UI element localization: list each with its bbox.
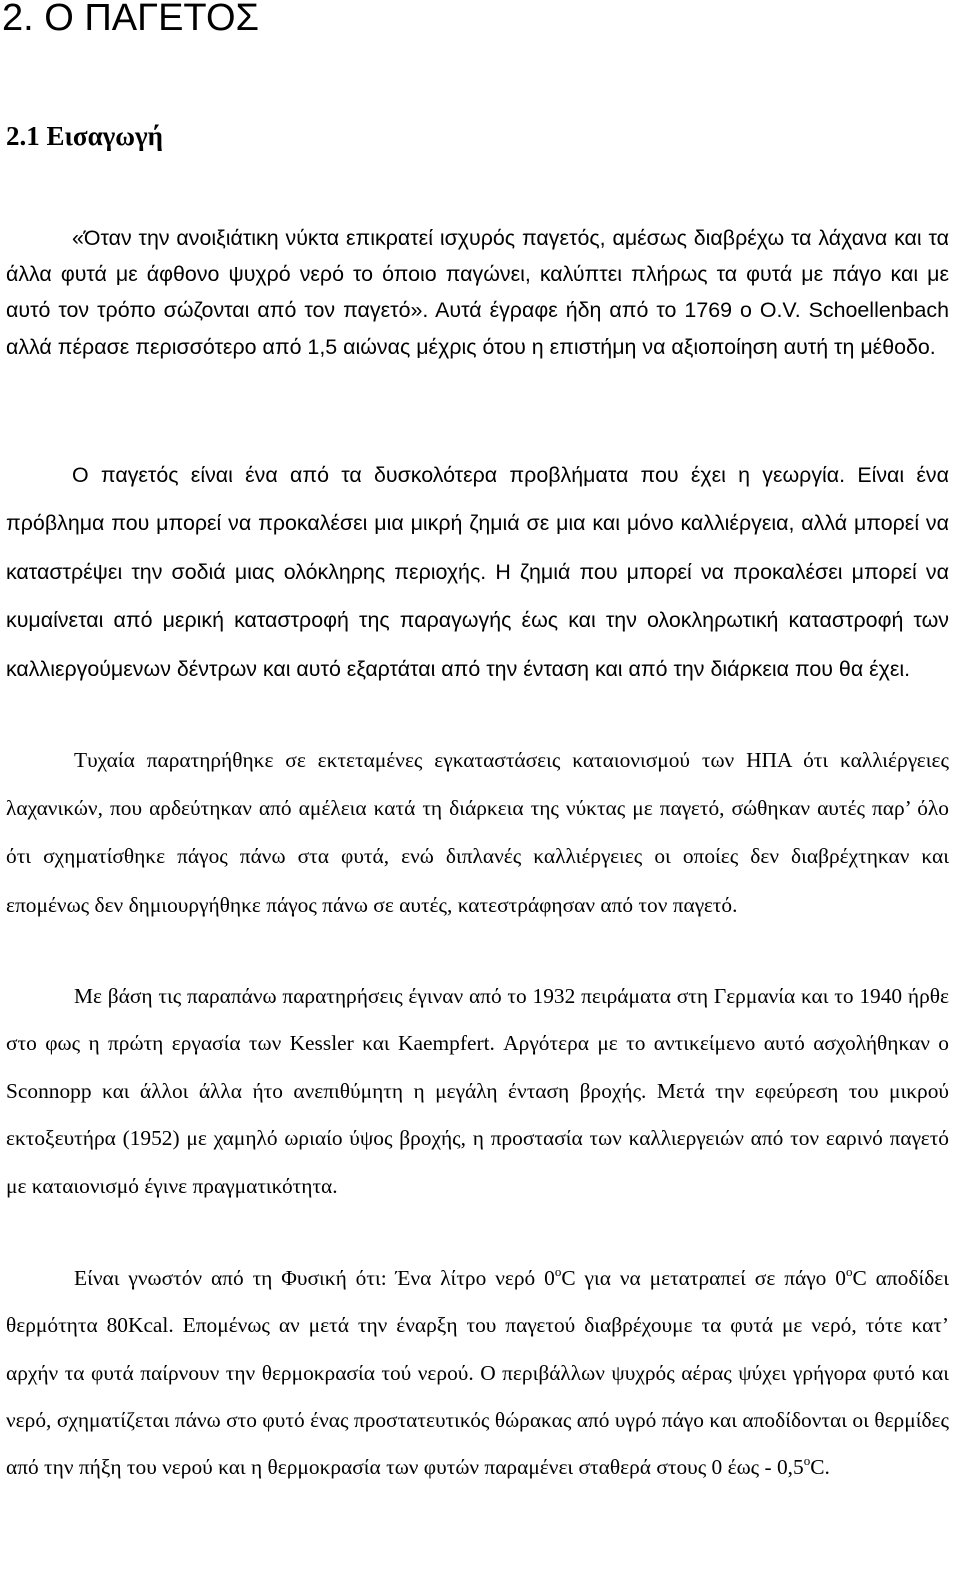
paragraph-physics-text-d: C. [810, 1455, 830, 1480]
paragraph-intro-quote-text: «Όταν την ανοιξιάτικη νύκτα επικρατεί ισχυρός παγετός, αμέσως διαβρέχω τα λάχανα και τα άλλα φυτά με άφθονο ψυχρό νερό το όποιο παγώνει, καλύπτει πλήρως τα φυτά με πάγο και με αυτό τον τρόπο σώζονται από τον παγετό». Αυτά έγραφε ήδη από το 1769 ο O.V. Schoellenbach αλλά πέρασε περισσότερο από 1,5 αιώνας μέχρις ότου η επιστήμη να αξιοποίηση αυτή τη μέθοδο. [6, 226, 949, 359]
degree-superscript: o [803, 1453, 811, 1469]
paragraph-physics-text-a: Είναι γνωστόν από τη Φυσική ότι: Ένα λίτρο νερό 0 [74, 1266, 555, 1290]
paragraph-experiments-text: Με βάση τις παραπάνω παρατηρήσεις έγιναν από το 1932 πειράματα στη Γερμανία και το 1940 ήρθε στο φως η πρώτη εργασία των Kessler και Kaempfert. Αργότερα με το αντικείμενο αυτό ασχολήθηκαν ο Sconnopp και άλλοι άλλα ήτο ανεπιθύμητη η μεγάλη ένταση βροχής. Μετά την εφεύρεση του μικρού εκτοξευτήρα (1952) με χαμηλό ωριαίο ύψος βροχής, η προστασία των καλλιεργειών από τον εαρινό παγετό με καταιονισμό έγινε πραγματικότητα. [6, 984, 949, 1198]
paragraph-physics-text-c: C αποδίδει θερμότητα 80Kcal. Επομένως αν μετά την έναρξη του παγετού διαβρέχουμε τα φυτά με νερό, τότε κατ’ αρχήν τα φυτά παίρνουν την θερμοκρασία τού νερού. Ο περιβάλλων ψυχρός αέρας ψύχει γρήγορα φυτό και νερό, σχηματίζεται πάνω στο φυτό ένας προστατευτικός θώρακας από υγρό πάγο και αποδίδονται οι θερμίδες από την πήξη του νερού και η θερμοκρασία των φυτών παραμένει σταθερά στους 0 έως - 0,5 [6, 1266, 950, 1480]
degree-superscript: o [554, 1263, 562, 1279]
paragraph-experiments [6, 973, 949, 1210]
chapter-heading: 2. Ο ΠΑΓΕΤΟΣ [2, 0, 260, 39]
paragraph-usa-observation [6, 736, 949, 929]
paragraph-frost-problem-text: Ο παγετός είναι ένα από τα δυσκολότερα προβλήματα που έχει η γεωργία. Είναι ένα πρόβλημα που μπορεί να προκαλέσει μια μικρή ζημιά σε μια και μόνο καλλιέργεια, αλλά μπορεί να καταστρέψει την σοδιά μιας ολόκληρης περιοχής. Η ζημιά που μπορεί να προκαλέσει μπορεί να κυμαίνεται από μερική καταστροφή της παραγωγής έως και την ολοκληρωτική καταστροφή των καλλιεργούμενων δέντρων και αυτό εξαρτάται από την ένταση και από την διάρκεια που θα έχει. [6, 463, 949, 681]
paragraph-intro-quote [6, 220, 949, 365]
paragraph-physics-text-b: C για να μετατραπεί σε πάγο 0 [561, 1266, 846, 1290]
section-heading: 2.1 Εισαγωγή [6, 121, 163, 151]
paragraph-physics [6, 1255, 949, 1491]
degree-superscript: o [845, 1263, 853, 1279]
paragraph-usa-observation-text: Τυχαία παρατηρήθηκε σε εκτεταμένες εγκαταστάσεις καταιονισμού των ΗΠΑ ότι καλλιέργειες λαχανικών, που αρδεύτηκαν από αμέλεια κατά τη διάρκεια της νύκτας με παγετό, σώθηκαν αυτές παρ’ όλο ότι σχηματίσθηκε πάγος πάνω στα φυτά, ενώ διπλανές καλλιέργειες οι οποίες δεν διαβρέχτηκαν και επομένως δεν δημιουργήθηκε πάγος πάνω σε αυτές, κατεστράφησαν από τον παγετό. [6, 748, 949, 917]
paragraph-frost-problem [6, 451, 949, 693]
